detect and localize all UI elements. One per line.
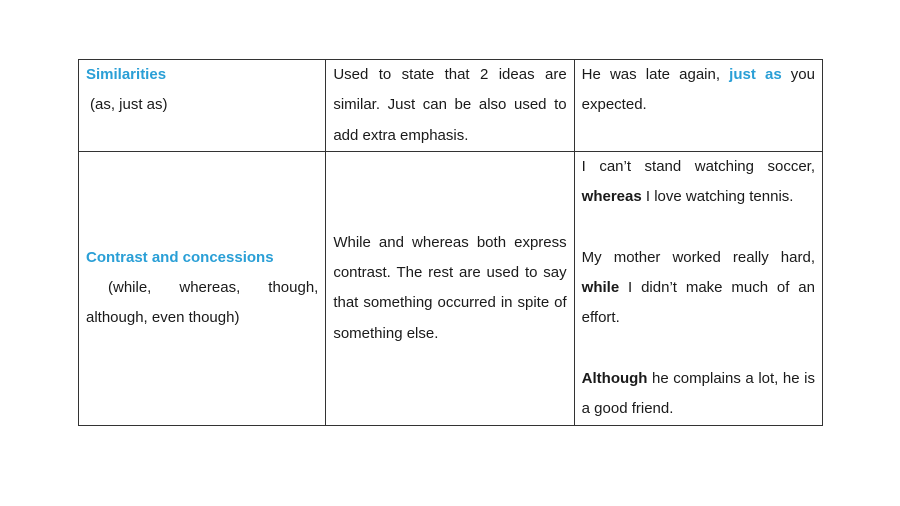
table-row [79,60,823,152]
category-cell [79,151,326,425]
example-keyword: whereas [581,188,642,206]
example-text-after: you expected. [581,66,815,114]
category-title: Similarities [86,66,167,83]
usage-text: Used to state that 2 ideas are similar. Just can be also used to add extra emphasis. [333,66,567,144]
usage-cell [326,60,574,152]
example-cell [574,151,822,425]
example-text-after: he complains a lot, he is a good friend. [581,369,815,418]
paragraph-spacer [582,212,815,242]
example-cell [574,60,822,152]
usage-cell [326,151,574,425]
example-keyword: while [581,279,620,297]
usage-text: While and whereas both express contrast. The rest are used to say that something occurred in spite of something else. [333,233,567,342]
category-cell [79,60,326,152]
example-paragraph [582,243,815,334]
category-examples-line-1: (while, whereas, though, [108,279,319,297]
example-text-before: I can’t stand watching soccer, [581,157,815,175]
category-title: Contrast and concessions [86,248,274,266]
example-text-before: He was late again, [581,66,730,83]
example-paragraph [582,152,815,213]
paragraph-spacer [582,334,815,364]
category-examples-line-2: although, even though) [86,309,240,327]
example-keyword: Although [581,369,648,387]
table-row [79,151,823,425]
connectors-table [78,59,823,426]
example-text-after: I didn’t make much of an effort. [581,279,815,327]
example-highlight: just as [729,66,782,83]
example-paragraph [582,364,815,425]
example-text-after: I love watching tennis. [641,188,794,206]
example-text-before: My mother worked really hard, [581,248,815,266]
category-examples: (as, just as) [90,96,168,114]
